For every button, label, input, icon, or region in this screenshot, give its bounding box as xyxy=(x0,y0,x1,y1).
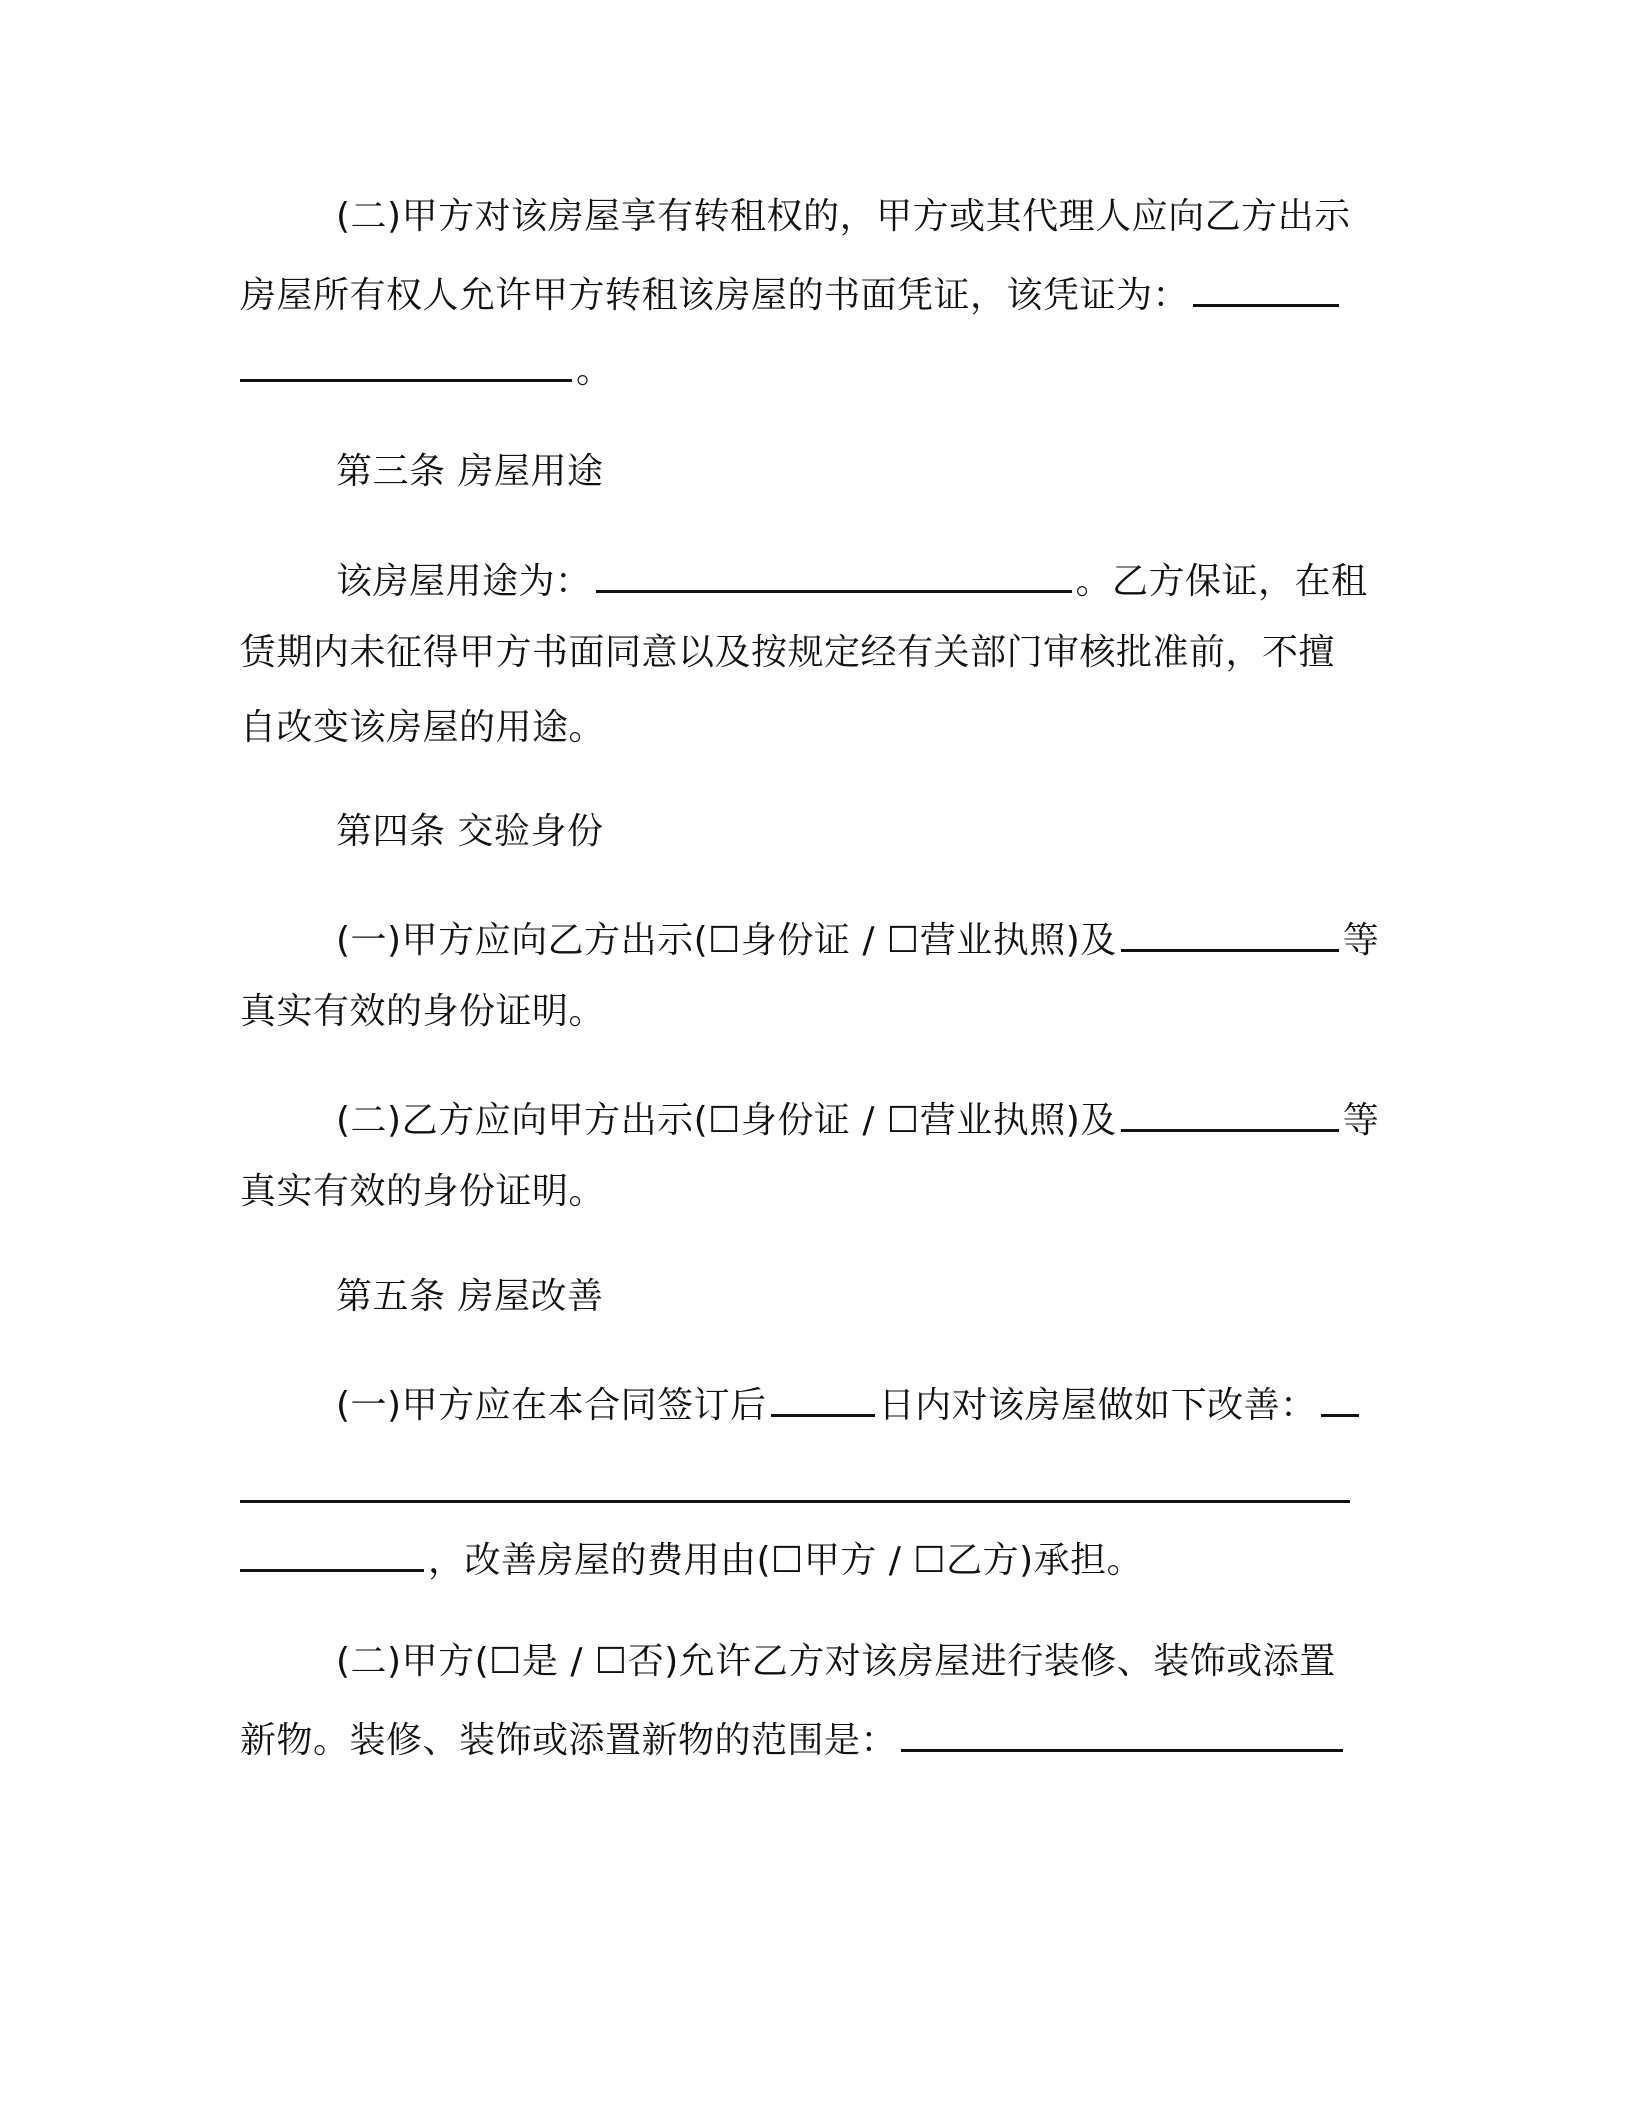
article-5-item-1-improve: 日内对该房屋做如下改善： xyxy=(878,1385,1317,1426)
party-b-id-blank[interactable] xyxy=(1121,1095,1339,1132)
voucher-blank-2[interactable] xyxy=(240,345,572,382)
days-blank[interactable] xyxy=(771,1380,875,1417)
article-5-item-1-text: (一)甲方应在本合同签订后 xyxy=(336,1385,767,1426)
article-4-item-2-line-2: 真实有效的身份证明。 xyxy=(240,1171,606,1212)
voucher-blank-1[interactable] xyxy=(1193,270,1339,307)
article-4-item-1-line-2: 真实有效的身份证明。 xyxy=(240,991,606,1032)
article-3-title: 第三条 房屋用途 xyxy=(336,451,604,492)
article-5-item-1-line-1 xyxy=(336,1380,1363,1428)
clause-2-item-2-line-1: (二)甲方对该房屋享有转租权的，甲方或其代理人应向乙方出示 xyxy=(336,196,1351,237)
article-3-line-1 xyxy=(336,556,1368,604)
clause-2-item-2-end: 。 xyxy=(576,350,613,391)
article-4-item-2-line-1 xyxy=(336,1095,1379,1143)
article-3-line-3: 自改变该房屋的用途。 xyxy=(240,707,606,748)
clause-2-item-2-text: 房屋所有权人允许甲方转租该房屋的书面凭证，该凭证为： xyxy=(240,275,1190,316)
article-3-guarantee: 。乙方保证，在租 xyxy=(1075,561,1368,602)
article-3-usage-label: 该房屋用途为： xyxy=(336,561,592,602)
article-5-item-2-line-1: (二)甲方(☐是 / ☐否)允许乙方对该房屋进行装修、装饰或添置 xyxy=(336,1641,1336,1682)
article-4-item-2-suffix: 等 xyxy=(1342,1100,1380,1141)
article-5-item-1-cost: ，改善房屋的费用由(☐甲方 / ☐乙方)承担。 xyxy=(428,1540,1144,1581)
clause-2-item-2-line-2 xyxy=(240,270,1343,318)
improvement-blank-end[interactable] xyxy=(240,1535,424,1572)
article-5-item-1-line-3 xyxy=(240,1535,1143,1583)
clause-2-item-2-line-3 xyxy=(240,345,613,393)
improvement-blank-line[interactable] xyxy=(240,1500,1350,1503)
usage-blank[interactable] xyxy=(596,556,1072,593)
article-3-line-2: 赁期内未征得甲方书面同意以及按规定经有关部门审核批准前，不擅 xyxy=(240,632,1336,673)
article-5-title: 第五条 房屋改善 xyxy=(336,1276,604,1317)
article-4-title: 第四条 交验身份 xyxy=(336,811,604,852)
article-5-item-2-line-2 xyxy=(240,1715,1347,1763)
article-4-item-2-text: (二)乙方应向甲方出示(☐身份证 / ☐营业执照)及 xyxy=(336,1100,1117,1141)
improvement-blank-start[interactable] xyxy=(1321,1380,1359,1417)
scope-blank[interactable] xyxy=(901,1715,1343,1752)
article-5-item-2-scope: 新物。装修、装饰或添置新物的范围是： xyxy=(240,1720,898,1761)
article-4-item-1-line-1 xyxy=(336,915,1379,963)
article-4-item-1-text: (一)甲方应向乙方出示(☐身份证 / ☐营业执照)及 xyxy=(336,920,1117,961)
party-a-id-blank[interactable] xyxy=(1121,915,1339,952)
article-4-item-1-suffix: 等 xyxy=(1342,920,1380,961)
